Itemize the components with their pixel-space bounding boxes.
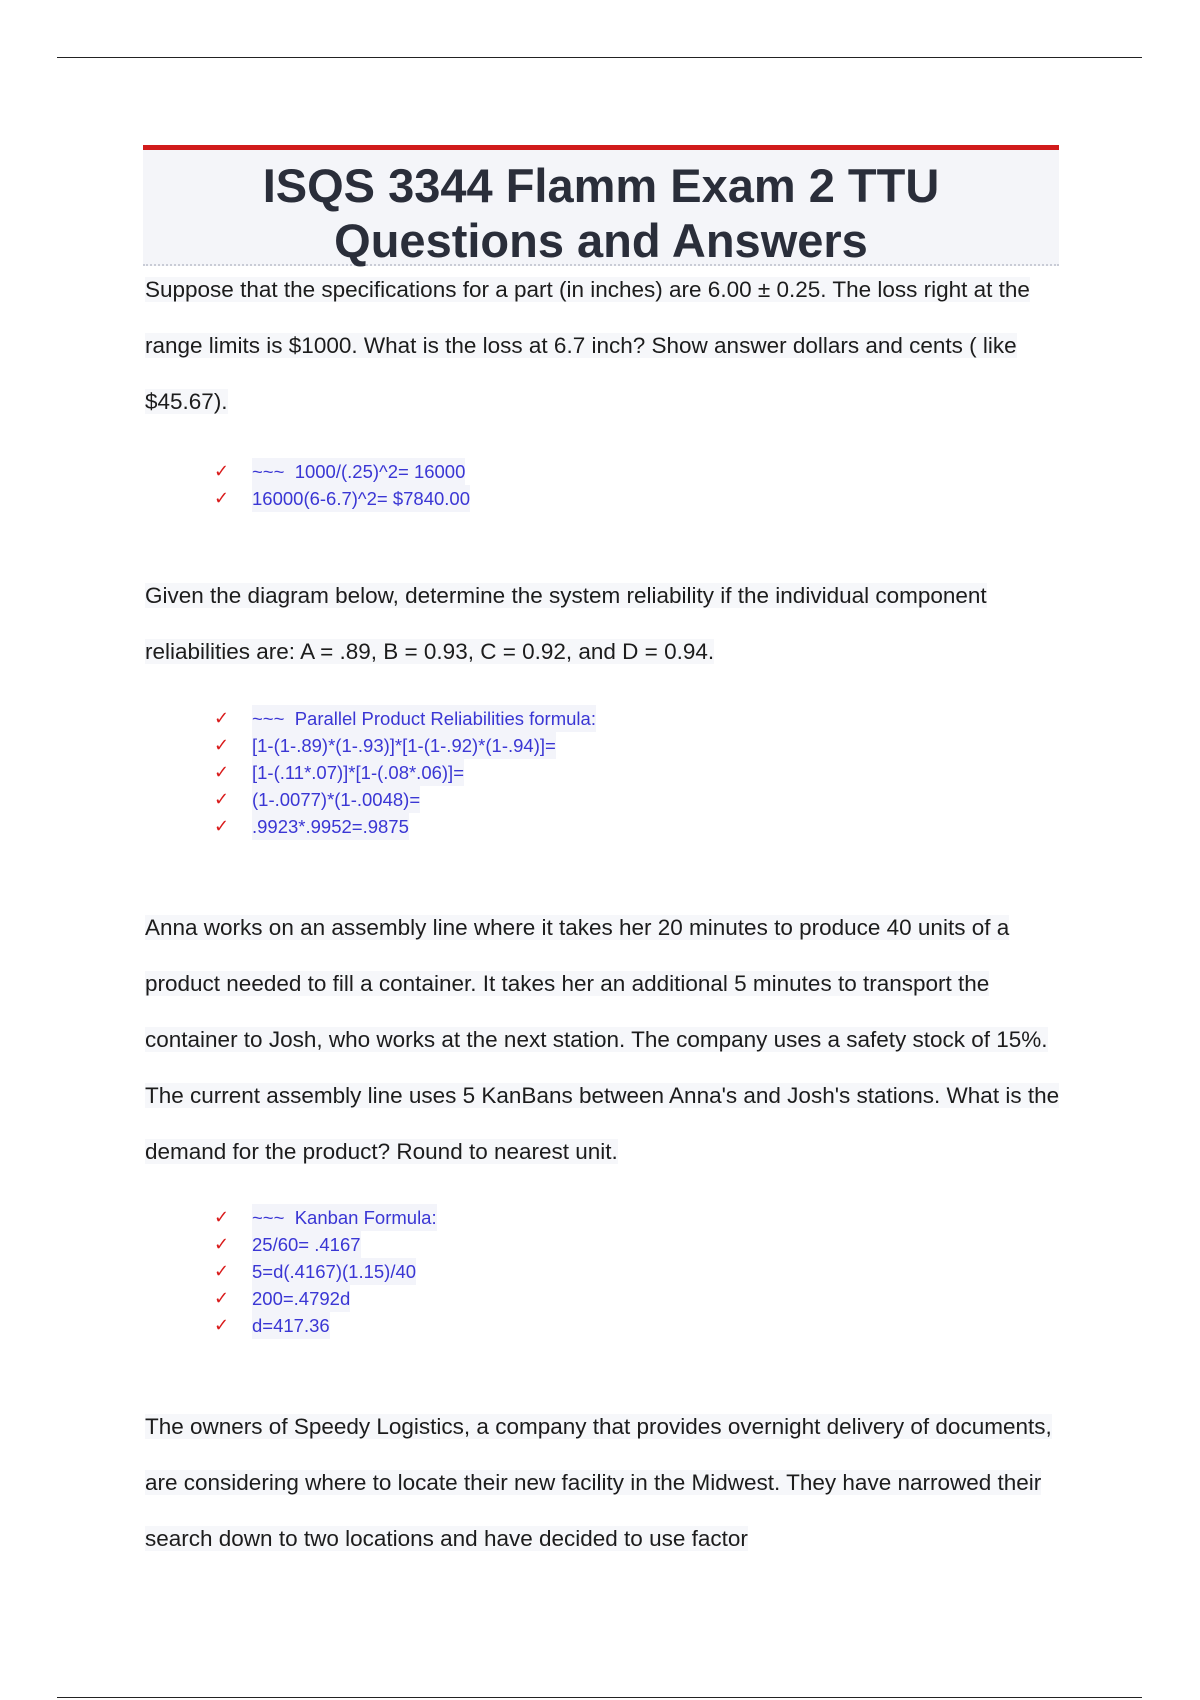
title-banner [143, 145, 1059, 266]
question-3-body: Anna works on an assembly line where it takes her 20 minutes to produce 40 units of a product needed to fill a container. It takes her an additional 5 minutes to transport the container to Josh, who works at the next station. The company uses a safety stock of 15%. The current assembly line uses 5 KanBans between Anna's and Josh's stations. What is the demand for the product? Round to nearest unit. [145, 915, 1060, 1164]
question-2-body: Given the diagram below, determine the system reliability if the individual component reliabilities are: A = .89, B = 0.93, C = 0.92, and D = 0.94. [145, 583, 987, 664]
check-icon: ✓ [214, 789, 230, 809]
answer-item [214, 1204, 437, 1231]
question-1-body: Suppose that the specifications for a part (in inches) are 6.00 ± 0.25. The loss right at the range limits is $1000. What is the loss at 6.7 inch? Show answer dollars and cents ( like $45.67). [145, 277, 1030, 414]
answer-item [214, 705, 596, 732]
answer-line: 16000(6-6.7)^2= $7840.00 [252, 485, 470, 512]
check-icon: ✓ [214, 1261, 230, 1281]
question-4-body: The owners of Speedy Logistics, a company that provides overnight delivery of documents, are considering where to locate their new facility in the Midwest. They have narrowed their search down to two locations and have decided to use factor [145, 1414, 1052, 1551]
header-rule [57, 57, 1142, 58]
check-icon: ✓ [214, 1315, 230, 1335]
answer-line: [1-(1-.89)*(1-.93)]*[1-(1-.92)*(1-.94)]= [252, 732, 556, 759]
answer-item [214, 759, 596, 786]
question-4-text [145, 1399, 1075, 1567]
answer-item [214, 1312, 437, 1339]
answer-item [214, 1258, 437, 1285]
check-icon: ✓ [214, 1234, 230, 1254]
answer-item [214, 732, 596, 759]
check-icon: ✓ [214, 1207, 230, 1227]
check-icon: ✓ [214, 762, 230, 782]
question-3-text [145, 900, 1075, 1180]
answer-line: [1-(.11*.07)]*[1-(.08*.06)]= [252, 759, 464, 786]
answer-list-1 [214, 458, 470, 512]
check-icon: ✓ [214, 461, 230, 481]
check-icon: ✓ [214, 735, 230, 755]
answer-line: d=417.36 [252, 1312, 330, 1339]
footer-rule [57, 1697, 1142, 1698]
answer-line: (1-.0077)*(1-.0048)= [252, 786, 420, 813]
answer-item [214, 813, 596, 840]
answer-line: 200=.4792d [252, 1285, 350, 1312]
answer-line: 5=d(.4167)(1.15)/40 [252, 1258, 416, 1285]
answer-item [214, 485, 470, 512]
check-icon: ✓ [214, 1288, 230, 1308]
answer-line: ~~~ Kanban Formula: [252, 1204, 437, 1231]
answer-item [214, 458, 470, 485]
check-icon: ✓ [214, 708, 230, 728]
question-1-text [145, 262, 1075, 430]
answer-line: ~~~ Parallel Product Reliabilities formula: [252, 705, 596, 732]
check-icon: ✓ [214, 816, 230, 836]
answer-item [214, 1231, 437, 1258]
answer-list-2 [214, 705, 596, 840]
answer-list-3 [214, 1204, 437, 1339]
answer-item [214, 786, 596, 813]
answer-line: ~~~ 1000/(.25)^2= 16000 [252, 458, 465, 485]
answer-item [214, 1285, 437, 1312]
question-2-text [145, 568, 1075, 680]
check-icon: ✓ [214, 488, 230, 508]
document-title: ISQS 3344 Flamm Exam 2 TTU Questions and Answers [262, 159, 940, 267]
answer-line: .9923*.9952=.9875 [252, 813, 409, 840]
answer-line: 25/60= .4167 [252, 1231, 361, 1258]
